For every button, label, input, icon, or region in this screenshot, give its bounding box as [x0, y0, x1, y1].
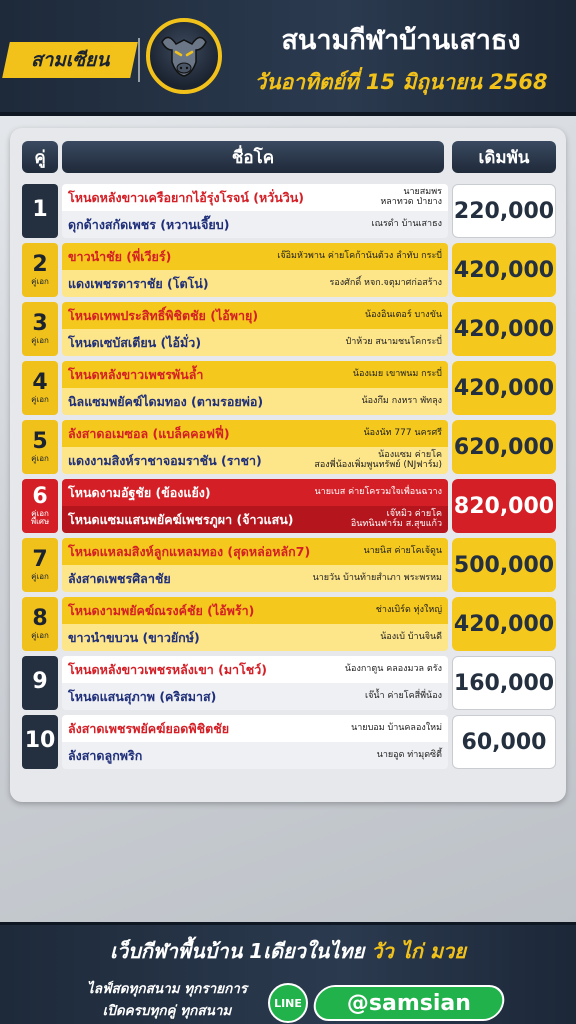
fighter-bottom [62, 447, 448, 474]
pair-number [22, 597, 58, 651]
fighter-top-owner: เจ๊อิมหัวพาน ค่ายโคก้านันต้วง ลำทับ กระบี่ [277, 250, 442, 261]
pair-number-value: 7 [32, 547, 48, 572]
pair-number [22, 243, 58, 297]
footer-info-all: เปิดครบทุกคู่ ทุกสนาม [102, 1003, 232, 1019]
page-title: สนามกีฬาบ้านเสาธง [281, 25, 521, 56]
fighter-bottom-owner: เณรดำ บ้านเสาธง [371, 218, 442, 229]
fight-row [10, 420, 566, 474]
pair-tier-label: คู่เอก [31, 631, 49, 640]
fighter-bottom [62, 211, 448, 238]
line-app-icon[interactable]: LINE [268, 983, 308, 1023]
pair-tier-label: คู่เอก พิเศษ [30, 509, 50, 526]
fighter-top-owner: น้องอินเตอร์ บางขัน [365, 309, 442, 320]
fight-card-panel [10, 128, 566, 802]
bet-amount: 500,000 [452, 538, 556, 592]
fighter-top-name: โหนดงามพยัคฆ์ณรงค์ชัย (ไอ้พร้า) [68, 602, 255, 618]
pair-number-value: 2 [32, 252, 48, 277]
fighter-top-name: ลังสาดเพชรพยัคฆ์ยอดพิชิตชัย [68, 720, 230, 736]
fighter-bottom-owner: เจ๊น้ำ ค่ายโคสี่พี่น้อง [365, 690, 442, 701]
pair-number [22, 538, 58, 592]
fighter-top-owner: น้องนัท 777 นครศรี [363, 427, 442, 438]
fight-row [10, 302, 566, 356]
event-date: วันอาทิตย์ที่ 15 มิถุนายน 2568 [254, 70, 548, 94]
fighter-bottom-name: โหนดเซบัสเตียน (ไอ้มั่ว) [68, 334, 202, 350]
line-handle-button[interactable] [311, 985, 507, 1021]
slogan-sports: วัว ไก่ มวย [371, 939, 466, 963]
pair-number-value: 4 [32, 370, 48, 395]
fighter-top-owner: นายบอม บ้านคลองใหม่ [351, 722, 442, 733]
pair-tier-label: คู่เอก [31, 454, 49, 463]
fight-row [10, 243, 566, 297]
fighter-names [62, 361, 448, 415]
fighter-top-owner: นายสมพร หลาทวด ป่ายาง [380, 186, 442, 207]
fight-row [10, 715, 566, 769]
fighter-bottom [62, 742, 448, 769]
fighter-bottom-name: ลังสาดลูกพริก [68, 747, 143, 763]
fighter-names [62, 597, 448, 651]
column-header-names: ชื่อโค [62, 141, 444, 173]
fighter-bottom-owner: ป๋าห้วย สนามชนโคกระบี่ [345, 336, 442, 347]
footer-info-live: ไลฟ์สดทุกสนาม ทุกรายการ [86, 981, 248, 997]
fighter-top-owner: น้องกาตูน คลองมวล ตรัง [344, 663, 442, 674]
fighter-names [62, 243, 448, 297]
footer [0, 922, 576, 1024]
fighter-top [62, 538, 448, 565]
fighter-bottom-owner: นายวัน บ้านท้ายสำเภา พระพรหม [312, 572, 442, 583]
fighter-names [62, 302, 448, 356]
fighter-names [62, 420, 448, 474]
fighter-top-name: โหนดแหลมสิงห์ลูกแหลมทอง (สุดหล่อหลัก7) [68, 543, 311, 559]
fight-row [10, 479, 566, 533]
pair-number [22, 361, 58, 415]
fighter-names [62, 656, 448, 710]
pair-number [22, 656, 58, 710]
pair-tier-label: คู่เอก [31, 572, 49, 581]
pair-number-value: 8 [32, 606, 48, 631]
pair-number-value: 1 [32, 197, 48, 222]
pair-number [22, 420, 58, 474]
fighter-top-name: โหนดเทพประสิทธิ์พิชิตชัย (ไอ้พายุ) [68, 307, 259, 323]
fighter-top [62, 597, 448, 624]
fighter-top [62, 302, 448, 329]
pair-tier-label: คู่เอก [31, 277, 49, 286]
fighter-bottom [62, 683, 448, 710]
pair-number-value: 6 [32, 484, 48, 509]
fighter-bottom-name: โหนดแสนสุภาพ (คริสมาส) [68, 688, 217, 704]
fighter-bottom-name: ดุกด้างสกัดเพชร (หวานเจี๊ยบ) [68, 216, 230, 232]
pair-number-value: 3 [32, 311, 48, 336]
fighter-top-name: โหนดงามอัฐชัย (ข้องแย้ง) [68, 484, 211, 500]
fighter-bottom-name: นิลแซมพยัคฆ์ไดมทอง (ตามรอยพ่อ) [68, 393, 264, 409]
fighter-top-owner: นายนิส ค่ายโคเจ้ดูน [363, 545, 442, 556]
bet-amount: 160,000 [452, 656, 556, 710]
fighter-top-owner: ช่างเบิร์ด ทุ่งใหญ่ [375, 604, 442, 615]
fighter-top-owner: น้องเมย เขาพนม กระบี่ [352, 368, 442, 379]
pair-number-value: 10 [24, 728, 56, 753]
fight-row [10, 361, 566, 415]
fighter-names [62, 538, 448, 592]
footer-slogan [0, 935, 576, 967]
brand-name: สามเซียน [30, 49, 110, 71]
bull-mascot-icon [146, 18, 222, 94]
header [0, 0, 576, 116]
fighter-bottom-name: แดงงามสิงห์ราชาจอมราชัน (ราชา) [68, 452, 262, 468]
pair-tier-label: คู่เอก [31, 336, 49, 345]
fighter-bottom-name: โหนดแซมแสนพยัคฆ์เพชรภูผา (จ้าวแสน) [68, 511, 294, 527]
pair-number [22, 302, 58, 356]
column-header-pair: คู่ [22, 141, 58, 173]
bet-amount: 420,000 [452, 597, 556, 651]
fighter-top-name: โหนดหลังขาวเครือยากไอ้รุ่งโรจน์ (หวั่นวิน) [68, 189, 305, 205]
line-handle: @samsian [346, 990, 471, 1016]
fight-row [10, 538, 566, 592]
fighter-top [62, 656, 448, 683]
pair-tier-label: คู่เอก [31, 395, 49, 404]
fighter-bottom-owner: น้องเบ้ บ้านจินดี [380, 631, 442, 642]
divider [138, 38, 140, 82]
bet-amount: 420,000 [452, 302, 556, 356]
fighter-top [62, 479, 448, 506]
bet-amount: 620,000 [452, 420, 556, 474]
fighter-bottom-name: ลังสาดเพชรศิลาชัย [68, 570, 171, 586]
fighter-top-name: โหนดหลังขาวเพชรพันล้ำ [68, 366, 204, 382]
bet-amount: 820,000 [452, 479, 556, 533]
fighter-bottom-owner: น้องแซม ค่ายโค สองพี่น้องเพิ่มพูนทรัพย์ (NJฟาร์ม) [314, 449, 442, 470]
pair-number-value: 5 [32, 429, 48, 454]
pair-number [22, 715, 58, 769]
fighter-names [62, 479, 448, 533]
fighter-bottom-name: แดงเพชรดาราชัย (โตโน่) [68, 275, 209, 291]
fighter-top [62, 243, 448, 270]
fighter-bottom [62, 506, 448, 533]
fighter-bottom [62, 565, 448, 592]
fighter-top-name: ลังสาดอเมซอล (แบล็คคอฟฟี่) [68, 425, 230, 441]
fighter-top [62, 420, 448, 447]
fighter-top-name: ขาวนำชัย (พี่เวียร์) [68, 248, 172, 264]
slogan-main: เว็บกีฬาพื้นบ้าน 1เดียวในไทย [110, 939, 365, 963]
fighter-top [62, 715, 448, 742]
pair-number [22, 184, 58, 238]
fighter-bottom-name: ขาวนำขบวน (ขาวยักษ์) [68, 629, 200, 645]
fight-row [10, 597, 566, 651]
fighter-bottom [62, 624, 448, 651]
bet-amount: 420,000 [452, 243, 556, 297]
fighter-names [62, 184, 448, 238]
fighter-bottom [62, 270, 448, 297]
bet-amount: 60,000 [452, 715, 556, 769]
fight-row [10, 656, 566, 710]
fighter-top-owner: นายเบส ค่ายโครวมใจเพื่อนฉวาง [314, 486, 442, 497]
fighter-bottom [62, 329, 448, 356]
fighter-bottom-owner: รองศักดิ์ หจก.จตุมาศก่อสร้าง [329, 277, 442, 288]
brand-logo [2, 42, 138, 78]
fighter-top-name: โหนดหลังขาวเพชรหลังเขา (มาโชว์) [68, 661, 268, 677]
pair-number [22, 479, 58, 533]
bet-amount: 420,000 [452, 361, 556, 415]
column-header-bet: เดิมพัน [452, 141, 556, 173]
fighter-bottom-owner: เจ๊หมิว ค่ายโค อินทนินฟาร์ม ส.สุขแก้ว [350, 508, 442, 529]
fight-row [10, 184, 566, 238]
fighter-bottom-owner: น้องกึม กงหรา พัทลุง [361, 395, 442, 406]
pair-number-value: 9 [32, 669, 48, 694]
fighter-names [62, 715, 448, 769]
fighter-top [62, 184, 448, 211]
fighter-top [62, 361, 448, 388]
bet-amount: 220,000 [452, 184, 556, 238]
fighter-bottom [62, 388, 448, 415]
fighter-bottom-owner: นายอูด ท่ามุดซิตี้ [376, 749, 442, 760]
